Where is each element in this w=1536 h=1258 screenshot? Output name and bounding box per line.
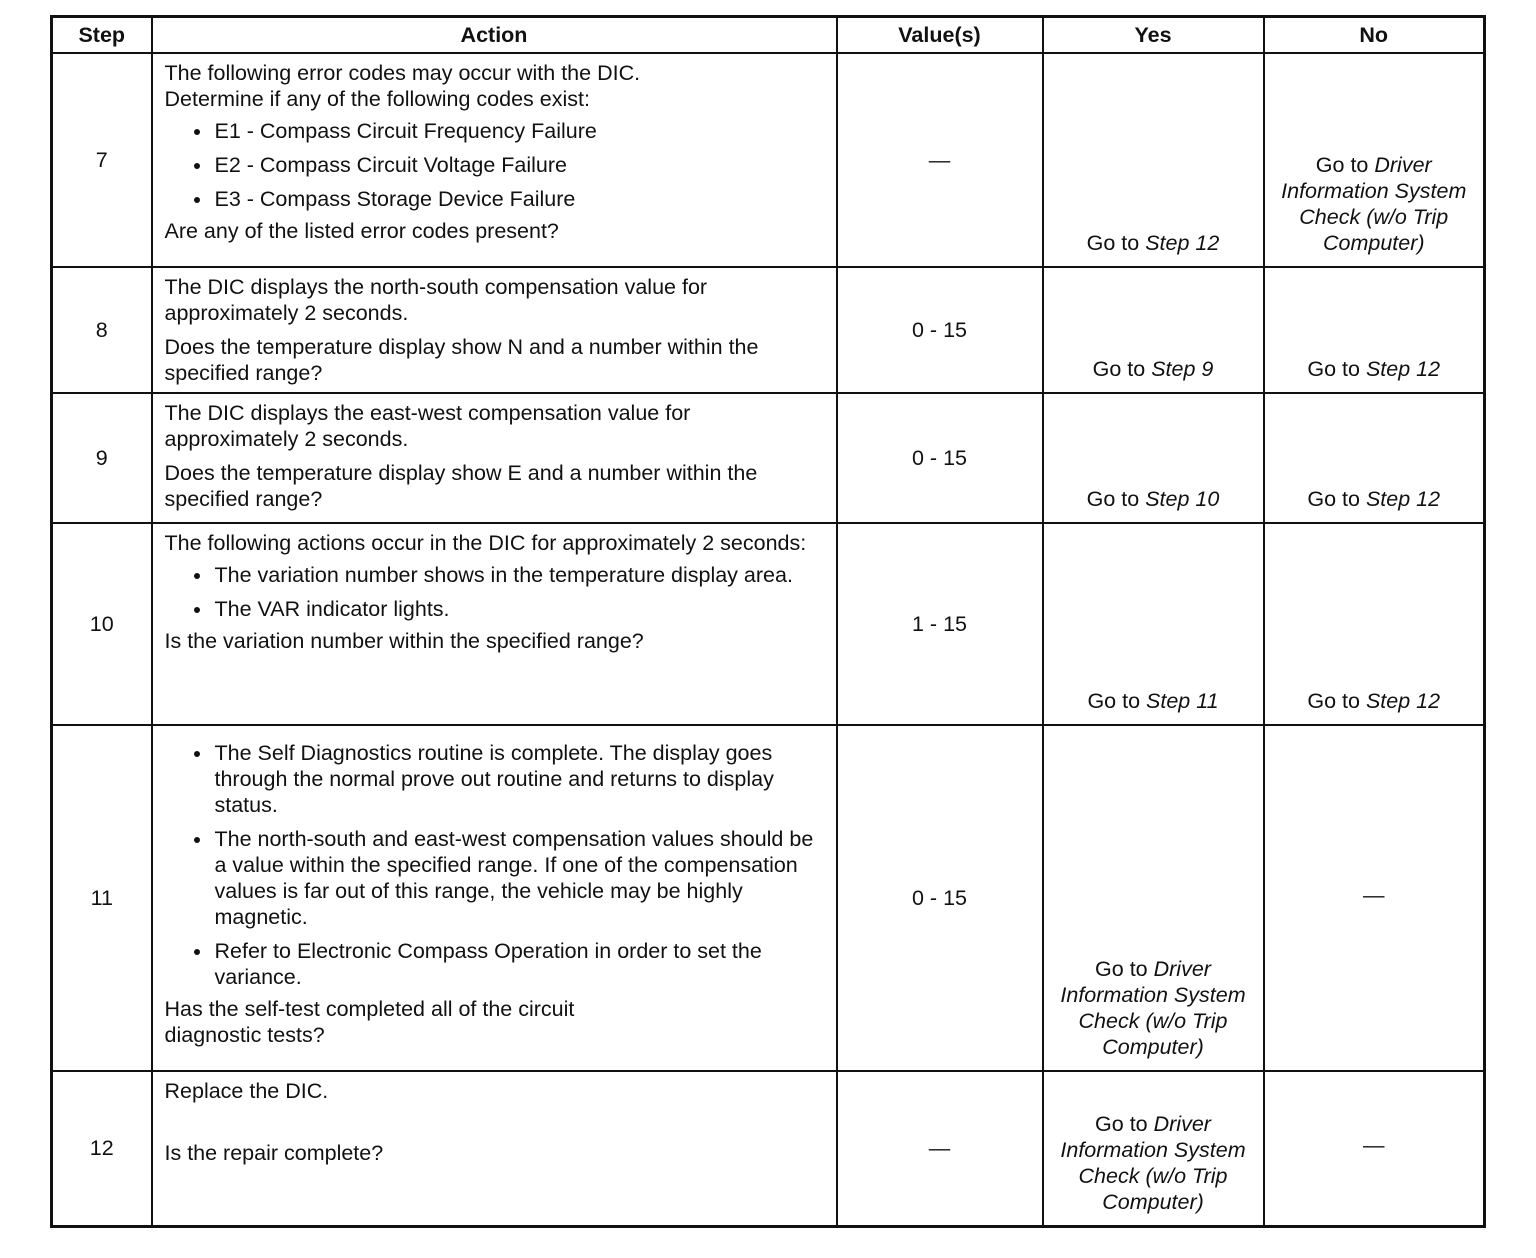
value-cell: — (837, 1071, 1043, 1226)
bullet-item: • E1 - Compass Circuit Frequency Failure (213, 118, 826, 144)
go-to-text: Go to (1095, 957, 1154, 981)
step-number: 7 (52, 53, 152, 267)
action-question: Does the temperature display show N and a number within the specified range? (164, 335, 759, 385)
table-row-step-11 (52, 725, 1485, 1071)
no-cell: — (1264, 1071, 1485, 1226)
table-row-step-9 (52, 393, 1485, 523)
header-action: Action (152, 17, 837, 54)
action-cell (152, 1071, 837, 1226)
action-intro: The following error codes may occur with the DIC. (164, 61, 641, 85)
action-question: Has the self-test completed all of the circuit diagnostic tests? (164, 997, 575, 1047)
action-question: Is the variation number within the specified range? (164, 629, 644, 653)
bullet-item: • The north-south and east-west compensation values should be a value within the specified range. If one of the compensation values is far out of this range, the vehicle may be highly magnetic. (213, 826, 826, 930)
header-values: Value(s) (837, 17, 1043, 54)
value-cell: 0 - 15 (837, 267, 1043, 393)
yes-cell (1043, 725, 1264, 1071)
value-cell: 0 - 15 (837, 725, 1043, 1071)
step-link[interactable]: Step 11 (1146, 689, 1219, 713)
step-link[interactable]: Step 10 (1145, 487, 1220, 511)
bullet-item: • E2 - Compass Circuit Voltage Failure (213, 152, 826, 178)
value-cell: 1 - 15 (837, 523, 1043, 725)
go-to-text: Go to (1092, 357, 1152, 381)
action-intro: Determine if any of the following codes exist: (164, 87, 590, 111)
yes-cell (1043, 267, 1264, 393)
bullet-item: • The Self Diagnostics routine is complete. The display goes through the normal prove out routine and returns to display status. (213, 740, 826, 818)
action-intro: The DIC displays the east-west compensation value for approximately 2 seconds. (164, 401, 691, 451)
no-cell (1264, 53, 1485, 267)
table-row-step-12 (52, 1071, 1485, 1226)
action-cell (152, 393, 837, 523)
header-step: Step (52, 17, 152, 54)
action-cell (152, 523, 837, 725)
action-intro: Replace the DIC. (164, 1079, 329, 1103)
system-check-link[interactable]: Driver Information System Check (w/o Trip Computer) (1281, 153, 1467, 255)
system-check-link[interactable]: Driver Information System Check (w/o Trip Computer) (1060, 957, 1246, 1059)
value-cell (837, 53, 1043, 267)
system-check-link[interactable]: Driver Information System Check (w/o Trip Computer) (1060, 1111, 1246, 1214)
action-intro: The following actions occur in the DIC for approximately 2 seconds: (164, 531, 807, 555)
go-to-text: Go to (1315, 153, 1375, 177)
table-row-step-10 (52, 523, 1485, 725)
action-question: Are any of the listed error codes present? (164, 219, 559, 243)
action-cell (152, 725, 837, 1071)
step-number: 12 (52, 1071, 152, 1226)
bullet-list (165, 562, 826, 622)
action-cell (152, 267, 837, 393)
bullet-item: • The variation number shows in the temperature display area. (213, 562, 826, 588)
go-to-text: Go to (1086, 231, 1146, 255)
diagnostic-table (50, 15, 1486, 1228)
yes-cell (1043, 523, 1264, 725)
action-question: Is the repair complete? (164, 1141, 384, 1165)
action-question: Does the temperature display show E and a number within the specified range? (164, 461, 758, 511)
go-to-text: Go to (1095, 1111, 1154, 1136)
action-intro: The DIC displays the north-south compensation value for approximately 2 seconds. (164, 275, 708, 325)
step-link[interactable]: Step 12 (1365, 487, 1441, 511)
bullet-list (165, 118, 826, 212)
step-link[interactable]: Step 9 (1151, 357, 1214, 381)
bullet-item: • Refer to Electronic Compass Operation in order to set the variance. (213, 938, 826, 990)
value-text: — (928, 148, 951, 172)
no-cell (1264, 267, 1485, 393)
no-cell: — (1264, 725, 1485, 1071)
step-number: 10 (52, 523, 152, 725)
go-to-text: Go to (1087, 689, 1147, 713)
table-row-step-8 (52, 267, 1485, 393)
value-cell: 0 - 15 (837, 393, 1043, 523)
header-row (52, 17, 1485, 54)
yes-cell (1043, 393, 1264, 523)
no-cell (1264, 523, 1485, 725)
yes-cell (1043, 1071, 1264, 1226)
step-number: 8 (52, 267, 152, 393)
no-cell (1264, 393, 1485, 523)
step-number: 11 (52, 725, 152, 1071)
step-link[interactable]: Step 12 (1365, 357, 1441, 381)
bullet-list (165, 740, 826, 990)
go-to-text: Go to (1307, 487, 1366, 511)
yes-cell (1043, 53, 1264, 267)
table-row-step-7 (52, 53, 1485, 267)
step-link[interactable]: Step 12 (1145, 231, 1220, 255)
step-number: 9 (52, 393, 152, 523)
header-yes: Yes (1043, 17, 1264, 54)
go-to-text: Go to (1307, 689, 1366, 713)
bullet-item: • The VAR indicator lights. (213, 596, 826, 622)
bullet-item: • E3 - Compass Storage Device Failure (213, 186, 826, 212)
action-cell (152, 53, 837, 267)
header-no: No (1264, 17, 1485, 54)
step-link[interactable]: Step 12 (1365, 689, 1441, 713)
go-to-text: Go to (1086, 487, 1146, 511)
go-to-text: Go to (1307, 357, 1366, 381)
